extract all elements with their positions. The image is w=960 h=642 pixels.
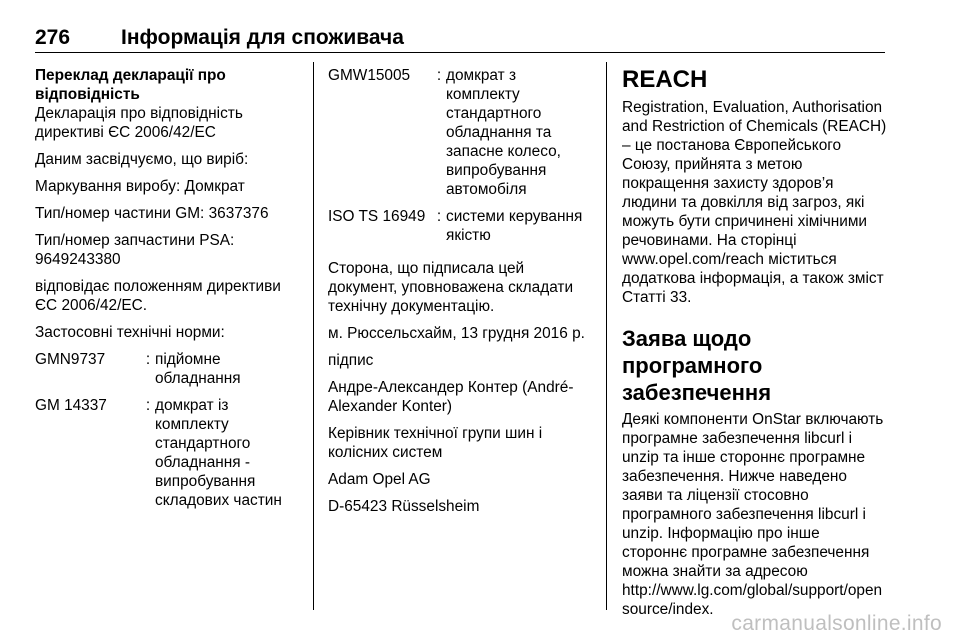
table-row — [35, 350, 297, 396]
norm-code: GM 14337 — [35, 397, 107, 414]
paragraph: Даним засвідчуємо, що виріб: — [35, 151, 249, 168]
paragraph: підпис — [328, 352, 374, 369]
subheading: Переклад декларації про відповідність — [35, 67, 226, 103]
table-row — [35, 396, 297, 518]
paragraph: Adam Opel AG — [328, 471, 431, 488]
paragraph: Маркування виробу: Домкрат — [35, 178, 245, 195]
paragraph: Застосовні технічні норми: — [35, 324, 225, 341]
norm-code: ISO TS 16949 — [328, 208, 426, 225]
norm-description: системи керування якістю — [446, 208, 583, 244]
norm-separator: : — [436, 67, 442, 84]
norm-code: GMW15005 — [328, 67, 411, 84]
table-row — [328, 207, 592, 253]
column-right — [622, 66, 888, 627]
norms-table — [35, 350, 297, 518]
page-title: Інформація для споживача — [121, 26, 404, 49]
column-divider — [313, 62, 314, 610]
paragraph: Андре-Александер Контер (André-Alexander Konter) — [328, 379, 574, 415]
paragraph: D-65423 Rüsselsheim — [328, 498, 480, 515]
column-left — [35, 66, 297, 524]
paragraph: Тип/номер запчастини PSA: 9649243380 — [35, 232, 235, 268]
page-number: 276 — [35, 26, 71, 49]
watermark: carmanualsonline.info — [731, 612, 942, 635]
paragraph: м. Рюссельсхайм, 13 грудня 2016 р. — [328, 325, 585, 342]
norm-description: домкрат із комплекту стандартного обладнання - випробування складових частин — [155, 397, 282, 509]
norm-description: домкрат з комплекту стандартного обладнання та запасне колесо, випробування автомобіля — [446, 67, 561, 198]
norm-separator: : — [436, 208, 442, 225]
paragraph: Registration, Evaluation, Authorisation and Restriction of Chemicals (REACH) – це постанова Європейського Союзу, прийнята з метою покращення захисту здоров’я людини та довкілля від загроз, які можуть бути спричинені хімічними речовинами. На сторінці www.opel.com/reach міститься додаткова інформація, а також зміст Статті 33. — [622, 99, 887, 306]
norms-table — [328, 66, 592, 253]
norm-separator: : — [145, 351, 151, 368]
paragraph: Керівник технічної групи шин і колісних систем — [328, 425, 543, 461]
paragraph: відповідає положенням директиви ЄС 2006/42/ЕС. — [35, 278, 281, 314]
page-header — [35, 24, 885, 53]
paragraph: Деякі компоненти OnStar включають програмне забезпечення libcurl і unzip та інше стороннє програмне забезпечення. Нижче наведено заяви та ліцензії стосовно програмного забезпечення libcurl і unzip. Інформацію про інше стороннє програмне забезпечення можна знайти за адресою http://www.lg.com/global/support/opensource/index. — [622, 411, 884, 618]
section-heading-software: Заява щодо програмного забезпечення — [622, 326, 772, 405]
paragraph: Декларація про відповідність директиві ЄС 2006/42/ЕС — [35, 105, 243, 141]
norm-description: підйомне обладнання — [155, 351, 241, 387]
norm-code: GMN9737 — [35, 351, 106, 368]
table-row — [328, 66, 592, 207]
paragraph: Тип/номер частини GM: 3637376 — [35, 205, 269, 222]
section-heading-reach: REACH — [622, 66, 708, 93]
norm-separator: : — [145, 397, 151, 414]
paragraph: Сторона, що підписала цей документ, уповноважена складати технічну документацію. — [328, 260, 574, 315]
column-divider — [606, 62, 607, 610]
column-middle — [328, 66, 592, 524]
